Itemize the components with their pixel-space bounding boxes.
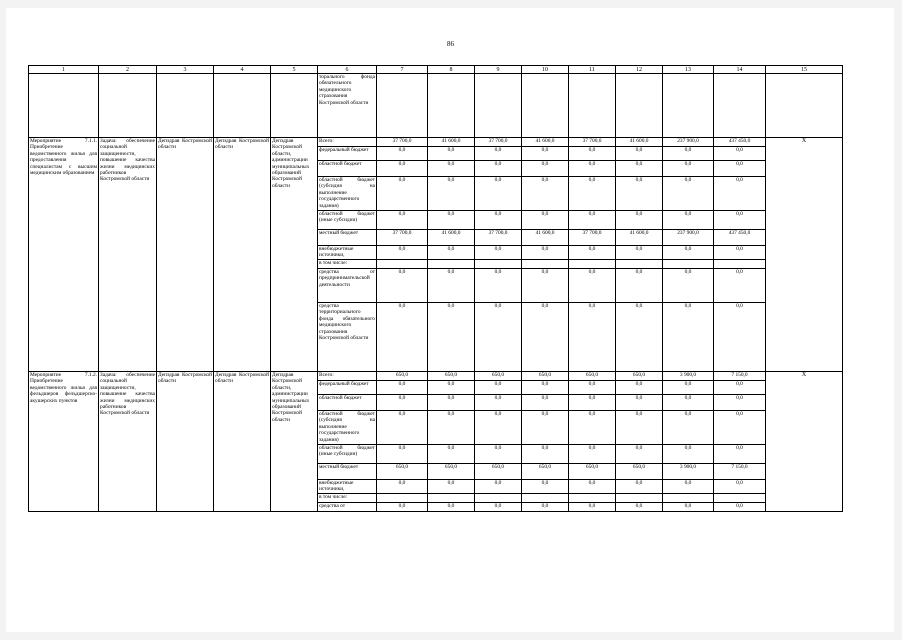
funding-value: 0,0 (616, 147, 663, 161)
funding-value: 0,0 (714, 147, 766, 161)
funding-value: 0,0 (522, 269, 569, 303)
funding-value: 237 900,0 (663, 230, 714, 246)
result-marker: X (766, 138, 843, 372)
funding-value: 0,0 (616, 303, 663, 372)
participants: Депздрав Костромской области, администрации муниципальных образований Костромской области (271, 138, 318, 372)
funding-value (428, 260, 475, 269)
funding-value (616, 494, 663, 503)
funding-source-label: местный бюджет (318, 464, 377, 480)
funding-value: 650,0 (522, 464, 569, 480)
funding-value: 0,0 (475, 161, 522, 177)
funding-value: 0,0 (377, 503, 428, 512)
funding-value: 0,0 (475, 381, 522, 395)
column-number-11: 11 (569, 66, 616, 74)
empty-cell (522, 74, 569, 138)
funding-value: 7 150,0 (714, 464, 766, 480)
funding-source-label: областной бюджет (иные субсидии) (318, 445, 377, 464)
funding-value (663, 260, 714, 269)
funding-value: 0,0 (714, 503, 766, 512)
funding-value: 0,0 (522, 211, 569, 230)
funding-value: 0,0 (522, 147, 569, 161)
funding-value: 0,0 (714, 381, 766, 395)
funding-value: 0,0 (428, 211, 475, 230)
funding-value: 0,0 (428, 147, 475, 161)
funding-value: 0,0 (377, 381, 428, 395)
funding-value (522, 260, 569, 269)
funding-value: 0,0 (569, 480, 616, 494)
funding-value: 0,0 (714, 303, 766, 372)
funding-source-label: средства от предпринимательской деятельности (318, 269, 377, 303)
empty-cell (714, 74, 766, 138)
budget-table (28, 65, 843, 512)
funding-value: 0,0 (616, 503, 663, 512)
funding-value: 650,0 (569, 464, 616, 480)
funding-value: 650,0 (475, 372, 522, 381)
funding-value: 37 700,0 (475, 230, 522, 246)
funding-value: 0,0 (663, 381, 714, 395)
funding-value (428, 494, 475, 503)
funding-value: 0,0 (569, 211, 616, 230)
funding-value: 0,0 (616, 211, 663, 230)
empty-cell (663, 74, 714, 138)
column-number-2: 2 (99, 66, 157, 74)
funding-value: 0,0 (522, 246, 569, 260)
funding-value: 0,0 (663, 303, 714, 372)
funding-value: 650,0 (569, 372, 616, 381)
funding-value: 37 700,0 (475, 138, 522, 147)
funding-value: 0,0 (522, 161, 569, 177)
funding-value: 0,0 (663, 395, 714, 411)
empty-cell (377, 74, 428, 138)
table-row (29, 138, 843, 147)
column-number-3: 3 (157, 66, 214, 74)
column-number-8: 8 (428, 66, 475, 74)
funding-value (475, 494, 522, 503)
funding-value: 37 700,0 (569, 138, 616, 147)
funding-value: 0,0 (377, 395, 428, 411)
empty-cell (428, 74, 475, 138)
funding-value (522, 494, 569, 503)
funding-value: 0,0 (475, 269, 522, 303)
funding-value: 3 900,0 (663, 464, 714, 480)
funding-value: 0,0 (569, 303, 616, 372)
funding-value: 0,0 (475, 147, 522, 161)
funding-value: 0,0 (428, 303, 475, 372)
funding-value: 0,0 (475, 303, 522, 372)
funding-value: 0,0 (714, 445, 766, 464)
funding-value: 37 700,0 (569, 230, 616, 246)
result-marker: X (766, 372, 843, 512)
column-number-6: 6 (318, 66, 377, 74)
funding-value: 650,0 (522, 372, 569, 381)
funding-value: 0,0 (714, 269, 766, 303)
funding-value: 0,0 (428, 161, 475, 177)
funding-source-label: областной бюджет (318, 395, 377, 411)
funding-value: 0,0 (714, 177, 766, 211)
funding-value: 650,0 (428, 464, 475, 480)
funding-source-label: средства территориального фонда обязательного медицинского страхования Костромской области (318, 303, 377, 372)
empty-cell (157, 74, 214, 138)
column-number-7: 7 (377, 66, 428, 74)
funding-value: 650,0 (377, 372, 428, 381)
funding-value: 0,0 (569, 411, 616, 445)
funding-value: 650,0 (616, 372, 663, 381)
funding-value: 37 700,0 (377, 230, 428, 246)
funding-value: 0,0 (569, 269, 616, 303)
funding-value: 0,0 (428, 503, 475, 512)
funding-value: 3 900,0 (663, 372, 714, 381)
funding-value (475, 260, 522, 269)
funding-value: 0,0 (428, 269, 475, 303)
empty-cell (569, 74, 616, 138)
co-executor: Депздрав Костромской области (214, 138, 271, 372)
table-row (29, 372, 843, 381)
funding-value: 0,0 (522, 177, 569, 211)
funding-value: 0,0 (475, 177, 522, 211)
funding-value: 41 600,0 (616, 138, 663, 147)
funding-value: 0,0 (377, 480, 428, 494)
funding-value: 650,0 (428, 372, 475, 381)
funding-value: 0,0 (377, 411, 428, 445)
funding-value: 0,0 (569, 503, 616, 512)
funding-value: 0,0 (616, 395, 663, 411)
funding-value: 0,0 (616, 480, 663, 494)
funding-value: 41 600,0 (428, 138, 475, 147)
funding-value (569, 260, 616, 269)
funding-value (377, 494, 428, 503)
funding-value: 0,0 (522, 411, 569, 445)
funding-value: 0,0 (616, 161, 663, 177)
funding-value: 0,0 (663, 161, 714, 177)
empty-cell (616, 74, 663, 138)
funding-value: 0,0 (377, 147, 428, 161)
funding-value: 0,0 (616, 445, 663, 464)
funding-value: 41 600,0 (616, 230, 663, 246)
funding-source-label: внебюджетные источники, (318, 246, 377, 260)
column-number-1: 1 (29, 66, 99, 74)
funding-value: 437 450,0 (714, 230, 766, 246)
measure-task: Задача: обеспечение социальной защищенности, повышение качества жизни медицинских работников Костромской области (99, 138, 157, 372)
funding-value: 650,0 (616, 464, 663, 480)
page-number: 86 (447, 40, 454, 48)
funding-source-label: Всего: (318, 138, 377, 147)
funding-value: 0,0 (714, 411, 766, 445)
measure-name: Мероприятие 7.1.1. Приобретение ведомственного жилья для предоставления специалистам с высшим медицинским образованием (29, 138, 99, 372)
funding-value: 0,0 (714, 211, 766, 230)
funding-value: 0,0 (616, 381, 663, 395)
column-number-10: 10 (522, 66, 569, 74)
funding-source-label: в том числе: (318, 260, 377, 269)
funding-value: 0,0 (663, 246, 714, 260)
funding-value: 0,0 (569, 445, 616, 464)
funding-value: 0,0 (428, 480, 475, 494)
funding-value: 0,0 (714, 246, 766, 260)
funding-value: 0,0 (616, 269, 663, 303)
funding-value: 0,0 (569, 177, 616, 211)
funding-value: 0,0 (475, 246, 522, 260)
funding-value: 237 900,0 (663, 138, 714, 147)
funding-value: 650,0 (475, 464, 522, 480)
funding-source-label: федеральный бюджет (318, 147, 377, 161)
funding-value: 0,0 (475, 445, 522, 464)
empty-cell (214, 74, 271, 138)
empty-cell (29, 74, 99, 138)
funding-value: 0,0 (663, 445, 714, 464)
funding-value: 0,0 (663, 211, 714, 230)
funding-source-label: областной бюджет (субсидия на выполнение государственного задания) (319, 177, 375, 209)
funding-source-label: средства от (318, 503, 377, 512)
column-number-5: 5 (271, 66, 318, 74)
funding-value: 0,0 (569, 161, 616, 177)
funding-value: 0,0 (663, 411, 714, 445)
funding-value: 0,0 (377, 211, 428, 230)
funding-source-label: федеральный бюджет (318, 381, 377, 395)
funding-source-label: внебюджетные источники, (318, 480, 377, 494)
empty-cell (475, 74, 522, 138)
funding-value: 437 450,0 (714, 138, 766, 147)
funding-value: 0,0 (377, 161, 428, 177)
funding-value: 0,0 (428, 177, 475, 211)
empty-cell (99, 74, 157, 138)
funding-value: 0,0 (475, 503, 522, 512)
funding-value (569, 494, 616, 503)
empty-cell (766, 74, 843, 138)
header-row (29, 66, 843, 74)
funding-value: 650,0 (377, 464, 428, 480)
funding-value: 0,0 (522, 395, 569, 411)
funding-value: 0,0 (522, 503, 569, 512)
participants: Депздрав Костромской области, администрации муниципальных образований Костромской области (271, 372, 318, 512)
funding-value: 0,0 (377, 303, 428, 372)
funding-value: 0,0 (714, 161, 766, 177)
funding-source-label: областной бюджет (субсидия на выполнение государственного задания) (319, 411, 375, 443)
column-number-15: 15 (766, 66, 843, 74)
carry-over-row (29, 74, 843, 138)
funding-value: 0,0 (663, 503, 714, 512)
funding-value (714, 260, 766, 269)
funding-source-label: Всего: (318, 372, 377, 381)
column-number-13: 13 (663, 66, 714, 74)
responsible-executor: Депздрав Костромской области (157, 138, 214, 372)
funding-value: 41 600,0 (522, 230, 569, 246)
funding-value: 0,0 (522, 480, 569, 494)
funding-value: 0,0 (663, 269, 714, 303)
empty-cell (271, 74, 318, 138)
funding-source-label: областной бюджет (318, 161, 377, 177)
funding-value: 0,0 (714, 480, 766, 494)
source-label: торального фонда обязательного медицинского страхования Костромской области (318, 74, 377, 138)
funding-value: 0,0 (569, 246, 616, 260)
funding-value: 0,0 (522, 445, 569, 464)
funding-value: 0,0 (616, 411, 663, 445)
funding-source-label: местный бюджет (318, 230, 377, 246)
funding-value (714, 494, 766, 503)
funding-value: 0,0 (569, 147, 616, 161)
funding-value: 0,0 (475, 411, 522, 445)
funding-value: 0,0 (428, 411, 475, 445)
funding-value: 0,0 (569, 395, 616, 411)
funding-value: 0,0 (428, 381, 475, 395)
funding-value: 0,0 (616, 246, 663, 260)
funding-value: 0,0 (475, 395, 522, 411)
funding-value: 0,0 (377, 246, 428, 260)
co-executor: Депздрав Костромской области (214, 372, 271, 512)
funding-value: 0,0 (475, 211, 522, 230)
funding-value: 7 150,0 (714, 372, 766, 381)
funding-value: 41 600,0 (428, 230, 475, 246)
funding-source-label: в том числе: (318, 494, 377, 503)
funding-value: 0,0 (714, 395, 766, 411)
funding-value (663, 494, 714, 503)
funding-value: 0,0 (663, 147, 714, 161)
funding-value: 0,0 (616, 177, 663, 211)
funding-value: 0,0 (377, 269, 428, 303)
funding-value: 0,0 (569, 381, 616, 395)
responsible-executor: Депздрав Костромской области (157, 372, 214, 512)
measure-task: Задача: обеспечение социальной защищенности, повышение качества жизни медицинских работников Костромской области (99, 372, 157, 512)
column-number-4: 4 (214, 66, 271, 74)
funding-value: 41 600,0 (522, 138, 569, 147)
funding-value: 0,0 (663, 177, 714, 211)
funding-value: 0,0 (377, 177, 428, 211)
funding-value: 0,0 (522, 303, 569, 372)
funding-value: 0,0 (428, 445, 475, 464)
funding-value (377, 260, 428, 269)
funding-value: 37 700,0 (377, 138, 428, 147)
funding-source-label: областной бюджет (иные субсидии) (318, 211, 377, 230)
funding-value: 0,0 (663, 480, 714, 494)
funding-value: 0,0 (475, 480, 522, 494)
funding-value: 0,0 (377, 445, 428, 464)
funding-value (616, 260, 663, 269)
column-number-9: 9 (475, 66, 522, 74)
funding-value: 0,0 (522, 381, 569, 395)
funding-value: 0,0 (428, 395, 475, 411)
measure-name: Мероприятие 7.1.2. Приобретение ведомственного жилья для фельдшеров фельдшерско-акушерских пунктов (29, 372, 99, 512)
funding-value: 0,0 (428, 246, 475, 260)
column-number-14: 14 (714, 66, 766, 74)
column-number-12: 12 (616, 66, 663, 74)
